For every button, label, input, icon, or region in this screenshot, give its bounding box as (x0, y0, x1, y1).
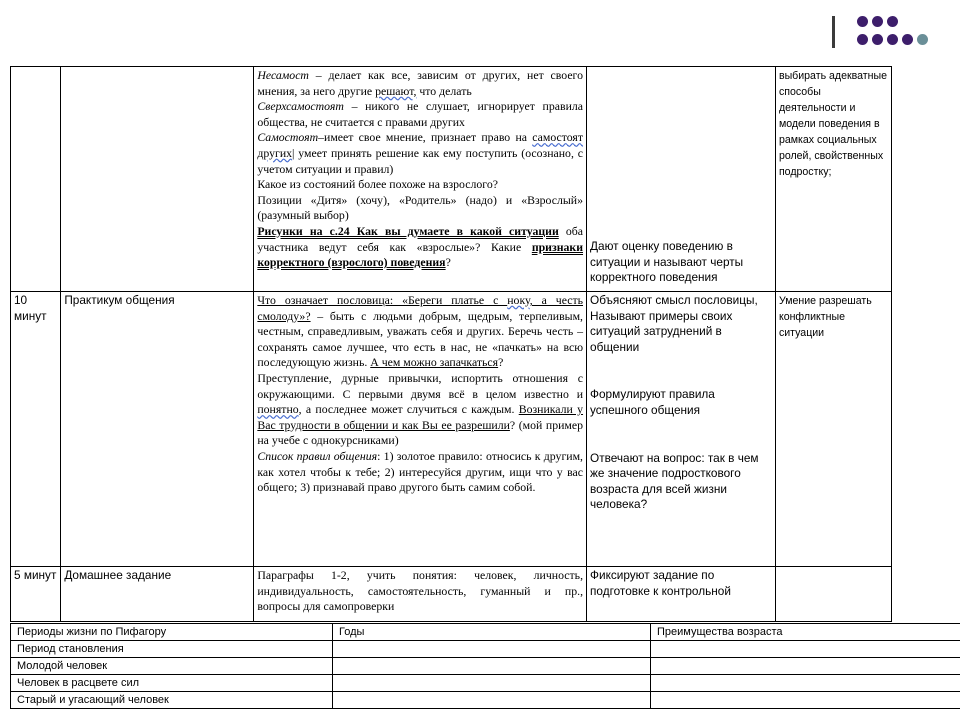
student-step: Объясняют смысл пословицы, (590, 293, 758, 307)
dot-icon (917, 34, 928, 45)
cell-teacher-activity (254, 292, 587, 567)
text-fragment: Что означает пословица: «Береги платье с (257, 293, 508, 307)
text-fragment: что делать (416, 83, 472, 98)
cell-teacher-activity (254, 67, 587, 292)
cell-stage (61, 67, 254, 292)
text-fragment: решают, (375, 83, 417, 98)
text-fragment: понятно (257, 402, 299, 417)
text-fragment: ноку (507, 293, 530, 307)
text-fragment: –имеет свое мнение, признает право на (318, 130, 533, 145)
table-header-row (11, 624, 960, 641)
text-fragment: самостоят других (257, 130, 584, 160)
table-row (11, 692, 960, 709)
text-fragment: ? (445, 255, 451, 270)
cell-student-activity (587, 292, 776, 567)
table-row (11, 641, 960, 658)
cell-student-activity: Фиксируют задание по подготовке к контрольной (587, 567, 776, 622)
lesson-plan-table (10, 66, 892, 622)
dot-icon (902, 34, 913, 45)
advantages-cell (651, 675, 960, 692)
text-fragment: | умеет принять решение как ему поступить (осознано, с учетом ситуации и правил) (257, 145, 584, 176)
cell-result (775, 567, 891, 622)
text-fragment: ? (498, 355, 504, 370)
student-step: Называют примеры своих ситуаций затруднений в общении (590, 308, 733, 354)
header-cell: Преимущества возраста (651, 624, 960, 641)
cell-stage: Домашнее задание (61, 567, 254, 622)
text-fragment: оба участника ведут себя как «взрослые»? Какие (257, 223, 584, 254)
period-name-cell: Человек в расцвете сил (11, 675, 333, 692)
table-row (11, 567, 892, 622)
spacer (590, 419, 772, 451)
spacer (590, 68, 772, 239)
text-fragment: : 1) золотое правило: относись к другим, как хотел чтобы к тебе; 2) интересуйся другим, ищи что у вас общего; 3) признавай право другого быть самим собой. (257, 448, 584, 495)
cell-time: 10 минут (11, 292, 61, 567)
text-fragment: Самостоят (257, 130, 319, 145)
text-fragment: , а честь смолоду»? (257, 293, 584, 323)
life-periods-table (10, 623, 960, 709)
text-fragment: , а последнее может случиться с каждым. (298, 402, 519, 417)
text-fragment: Рисунки на с.24 Как вы думаете в какой ситуации (257, 223, 559, 238)
spacer (590, 355, 772, 387)
table-row (11, 675, 960, 692)
advantages-cell (651, 658, 960, 675)
cell-result: Умение разрешать конфликтные ситуации (775, 292, 891, 567)
text-fragment: Сверхсамостоят (257, 99, 344, 114)
dot-icon (872, 16, 883, 27)
years-cell (333, 675, 651, 692)
period-name-cell: Молодой человек (11, 658, 333, 675)
period-name-cell: Старый и угасающий человек (11, 692, 333, 709)
question-line: Какое из состояний более похоже на взрослого? (257, 177, 498, 192)
text-fragment: ? (мой пример на учебе с однокурсниками) (257, 417, 584, 448)
cell-teacher-activity: Параграфы 1-2, учить понятия: человек, личность, индивидуальность, самостоятельность, гуманный и пр., вопросы для самопроверки (254, 567, 587, 622)
decorative-dots (857, 16, 927, 50)
cell-time (11, 67, 61, 292)
text-fragment: А чем можно запачкаться (370, 355, 499, 370)
years-cell (333, 641, 651, 658)
header-divider-line (832, 16, 835, 48)
cell-stage: Практикум общения (61, 292, 254, 567)
table-row (11, 292, 892, 567)
positions-line: Позиции «Дитя» (хочу), «Родитель» (надо) и «Взрослый» (разумный выбор) (257, 192, 584, 223)
dot-icon (857, 34, 868, 45)
cell-student-activity (587, 67, 776, 292)
years-cell (333, 692, 651, 709)
text-fragment: Несамост (257, 68, 309, 82)
text-fragment: Список правил общения (257, 448, 378, 463)
text-fragment: Возникали у Вас трудности в общении и как Вы ее разрешили (257, 402, 584, 432)
text-fragment: – быть с людьми добрым, щедрым, терпеливым, честным, справедливым, уважать себя и других. Беречь честь – сохранять самое лучшее, что есть в нас, не «пачкать» на всю последующую жизнь. (257, 308, 584, 370)
dot-icon (887, 34, 898, 45)
table-row (11, 67, 892, 292)
header-cell: Периоды жизни по Пифагору (11, 624, 333, 641)
advantages-cell (651, 641, 960, 658)
text-fragment: – делает как все, зависим от других, нет своего мнения, за него другие (257, 68, 584, 98)
period-name-cell: Период становления (11, 641, 333, 658)
student-step: Отвечают на вопрос: так в чем же значение подросткового возраста для всей жизни человека? (590, 450, 759, 512)
table-row (11, 658, 960, 675)
student-step: Формулируют правила успешного общения (590, 387, 715, 417)
advantages-cell (651, 692, 960, 709)
text-fragment: признаки корректного (взрослого) поведения (257, 239, 584, 270)
student-activity-text: Дают оценку поведению в ситуации и называют черты корректного поведения (590, 239, 744, 285)
dot-icon (872, 34, 883, 45)
text-fragment: – никого не слушает, игнорирует правила общества, не считается с правами других (257, 99, 584, 129)
cell-time: 5 минут (11, 567, 61, 622)
text-fragment: Преступление, дурные привычки, испортить отношения с окружающими. С первыми двумя всё в целом известно и (257, 370, 584, 401)
dot-icon (887, 16, 898, 27)
dot-icon (857, 16, 868, 27)
header-cell: Годы (333, 624, 651, 641)
years-cell (333, 658, 651, 675)
cell-result: выбирать адекватные способы деятельности и модели поведения в рамках социальных ролей, свойственных подростку; (775, 67, 891, 292)
